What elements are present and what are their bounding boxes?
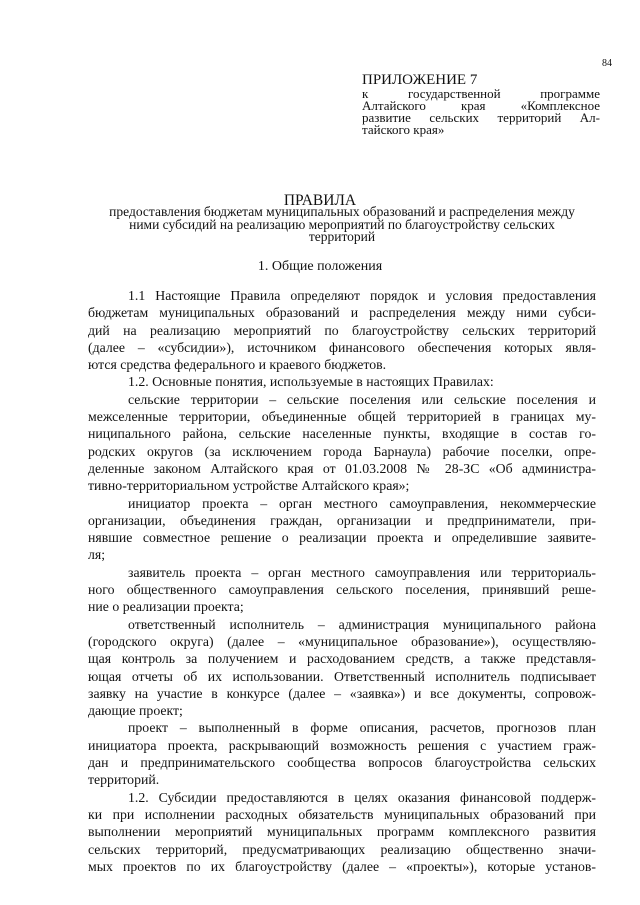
body-line: заявку на участие в конкурсе (далее – «заявка») и все документы, сопровож- xyxy=(88,685,596,701)
body-line: проект – выполненный в форме описания, расчетов, прогнозов план xyxy=(128,720,596,736)
body-line: (далее – «субсидии»), источником финансового обеспечения которых явля- xyxy=(88,339,596,355)
appendix-header xyxy=(362,73,600,136)
appendix-line: Алтайского края «Комплексное xyxy=(362,98,600,113)
body-line: деленные законом Алтайского края от 01.03.2008 № 28-ЗС «Об администра- xyxy=(88,460,596,476)
body-line: нявшие совместное решение о реализации проекта и определившие заявите- xyxy=(88,530,596,546)
subtitle-line: территорий xyxy=(308,229,376,244)
appendix-title: ПРИЛОЖЕНИЕ 7 xyxy=(362,72,478,88)
body-line: мых проектов по их благоустройству (далее – «проекты»), которые установ- xyxy=(88,858,596,874)
body-line: 1.2. Субсидии предоставляются в целях оказания финансовой поддерж- xyxy=(128,789,596,805)
body-line: щая контроль за получением и расходованием средств, а также представля- xyxy=(88,651,596,667)
appendix-line: к государственной программе xyxy=(362,86,600,101)
body-line: дан и предпринимательского сообщества вопросов благоустройства сельских xyxy=(88,755,596,771)
body-line: заявитель проекта – орган местного самоуправления или территориаль- xyxy=(128,564,596,580)
document-body xyxy=(88,287,596,875)
body-line: сельские территории – сельские поселения или сельские поселения и xyxy=(128,391,596,407)
body-line: родских округов (за исключением города Барнаула) рабочие поселки, опре- xyxy=(88,443,596,459)
body-line: дающие проект; xyxy=(88,703,183,719)
body-line: ответственный исполнитель – администрация муниципального района xyxy=(128,616,596,632)
rules-subtitle xyxy=(88,206,596,244)
body-line: инициатора проекта, раскрывающий возможность решения с участием граж- xyxy=(88,737,596,753)
subtitle-line: предоставления бюджетам муниципальных образований и распределения между xyxy=(109,204,575,219)
body-line: ного общественного самоуправления сельского поселения, принявший реше- xyxy=(88,582,596,598)
body-line: межселенные территории, объединенные общей территорией в границах му- xyxy=(88,409,596,425)
appendix-line: тайского края» xyxy=(362,122,445,137)
rules-title: ПРАВИЛА xyxy=(283,192,357,209)
subtitle-line: ними субсидий на реализацию мероприятий по благоустройству сельских xyxy=(129,216,555,232)
section-heading: 1. Общие положения xyxy=(257,259,383,274)
body-line: 1.1 Настоящие Правила определяют порядок и условия предоставления xyxy=(128,288,596,303)
appendix-line: развитие сельских территорий Ал- xyxy=(362,110,600,125)
body-line: ются средства федерального и краевого бюджетов. xyxy=(88,357,387,373)
body-line: ниципального района, сельские населенные пункты, входящие в состав го- xyxy=(88,426,596,442)
body-line: выполнении мероприятий муниципальных программ комплексного развития xyxy=(88,824,596,840)
body-line: 1.2. Основные понятия, используемые в настоящих Правилах: xyxy=(128,374,494,390)
body-line: организации, объединения граждан, организации и предприниматели, при- xyxy=(88,512,596,528)
body-line: сельских территорий, предусматривающих реализацию общественно значи- xyxy=(88,841,596,857)
body-line: ние о реализации проекта; xyxy=(88,599,244,615)
body-line: ки при исполнении расходных обязательств муниципальных образований при xyxy=(88,806,596,822)
body-line: (городского округа) (далее – «муниципальное образование»), осуществляю- xyxy=(88,633,596,649)
body-line: дий на реализацию мероприятий по благоустройству сельских территорий xyxy=(88,322,596,338)
body-line: тивно-территориальном устройстве Алтайского края»; xyxy=(88,478,410,494)
body-line: территорий. xyxy=(88,772,160,788)
body-line: ля; xyxy=(88,547,106,563)
body-line: ющая отчеты об их использовании. Ответственный исполнитель подписывает xyxy=(88,668,596,684)
body-line: бюджетам муниципальных образований и распределения между ними субси- xyxy=(88,305,596,321)
page-number: 84 xyxy=(602,58,612,69)
body-line: инициатор проекта – орган местного самоуправления, некоммерческие xyxy=(128,495,596,511)
